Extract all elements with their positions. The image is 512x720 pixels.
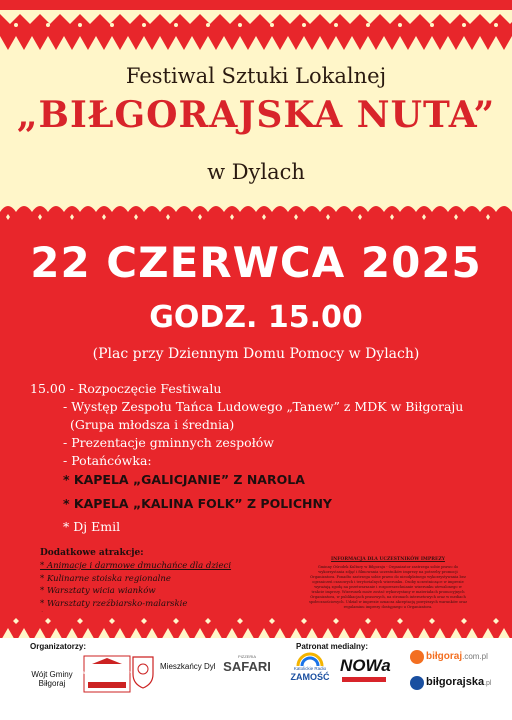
bilgoraj-com-name: biłgoraj [426,651,463,662]
program-item-tanew: - Występ Zespołu Tańca Ludowego „Tanew” z MDK w Biłgoraju [63,399,464,414]
sponsors-footer [0,638,512,720]
festival-title: „BIŁGORAJSKA NUTA” [16,94,496,136]
attractions-heading: Dodatkowe atrakcje: [40,548,144,558]
folk-border-top [0,0,512,60]
bilgorajska-name: biłgorajska [426,676,485,688]
program-dj: * Dj Emil [63,519,121,534]
bilgorajska-suffix: .pl [484,680,492,687]
radio-label: Katolickie Radio [293,666,327,671]
info-body: Gminny Ośrodek Kultury w Biłgoraju - Organizator zastrzega sobie prawo do wykorzystania zdjęć i filmowania uczestników imprezy na potrzeby promocji Organizatora. Ponadto zastrzega sobie prawo do nieodpłatnego wykorzystywania bez ograniczeń czasowych i terytorialnych wizerunku. Osoby uczestniczące w imprezie wyrażają zgodę na przetwarzanie i rozpowszechnianie wizerunku utrwalonego w trakcie imprezy. Wizerunek może zostać wykorzystany w materiałach promocyjnych Organizatora, w publikacjach prasowych, na stronach internetowych oraz w mediach społecznościowych. Udział w imprezie oznacza akceptację powyższych warunków oraz regulaminu imprezy dostępnego u Organizatora. [308,565,468,609]
scallop-divider [0,200,512,236]
festival-location: w Dylach [207,160,305,184]
event-place: (Plac przy Dziennym Domu Pomocy w Dylach) [92,346,420,362]
event-time: GODZ. 15.00 [149,300,363,335]
program-band-galicjanie: * KAPELA „GALICJANIE” Z NAROLA [63,472,305,487]
attraction-item: * Warsztaty rzeźbiarsko-malarskie [40,598,188,609]
bilgorajska-icon [410,676,424,690]
bilgorajska-logo [426,676,506,688]
media-patrons-label: Patronat medialny: [296,642,369,651]
residents-label: Mieszkańcy Dyl [160,662,216,671]
wojt-gminy-logo: Wójt Gminy Biłgoraj [31,670,73,688]
attraction-item: * Warsztaty wicia wianków [40,586,156,596]
participant-info [308,557,468,610]
radio-rainbow-icon [296,652,324,666]
safari-logo: SAFARI [223,659,271,674]
bilgoraj-com-icon [410,650,424,664]
gok-logo-text: GMINNY OŚRODEK KULTURY [82,671,132,675]
organizers-label: Organizatorzy: [30,642,87,651]
program-band-kalina-folk: * KAPELA „KALINA FOLK” Z POLICHNY [63,496,332,511]
radio-zamosc-logo: ZAMOŚĆ [290,672,330,682]
bilgoraj-com-logo [426,651,486,662]
nowa-logo-underline [342,677,386,682]
program-item-presentations: - Prezentacje gminnych zespołów [63,435,274,450]
event-date: 22 CZERWCA 2025 [30,238,482,287]
attraction-item: * Kulinarne stoiska regionalne [40,573,171,584]
festival-subtitle: Festiwal Sztuki Lokalnej [125,64,387,88]
bilgoraj-com-suffix: .com.pl [462,652,488,661]
info-heading: INFORMACJA DLA UCZESTNIKÓW IMPREZY [331,557,445,562]
crest-logo [130,654,156,690]
program-start: 15.00 - Rozpoczęcie Festiwalu [30,381,222,396]
safari-pizzeria-label: PIZZERIA [237,654,256,659]
program-item-tanew-groups: (Grupa młodsza i średnia) [70,417,235,432]
nowa-logo: NOWa [340,656,391,675]
program-item-dance: - Potańcówka: [63,453,152,468]
attraction-item: * Animacje i darmowe dmuchańce dla dzieci [40,561,232,571]
